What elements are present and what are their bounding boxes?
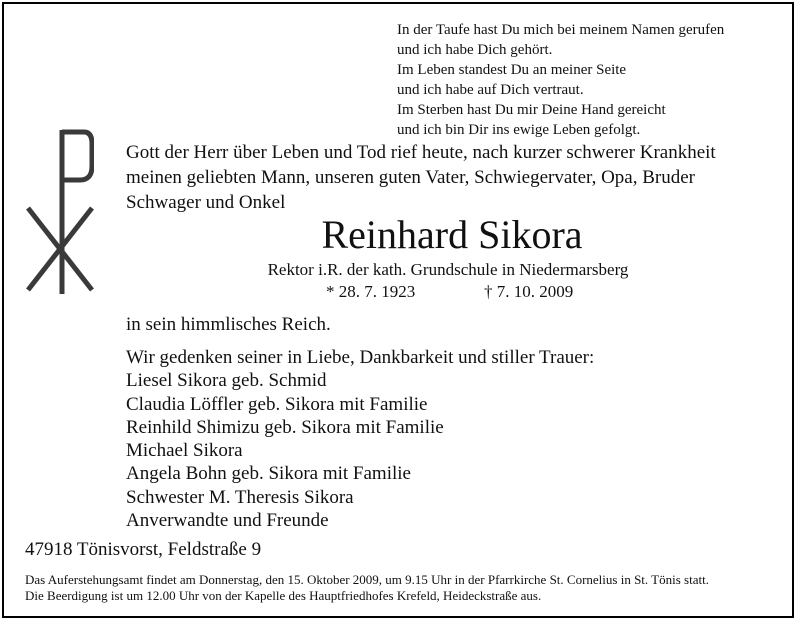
verse-line: Im Sterben hast Du mir Deine Hand gereicht (397, 102, 666, 118)
mourners-heading: Wir gedenken seiner in Liebe, Dankbarkeit und stiller Trauer: (126, 347, 595, 368)
funeral-details (25, 572, 709, 604)
bible-verse (397, 20, 724, 140)
death-date: † 7. 10. 2009 (484, 282, 574, 301)
intro-text (126, 140, 716, 215)
verse-line: In der Taufe hast Du mich bei meinem Namen gerufen (397, 22, 725, 38)
verse-line: und ich habe auf Dich vertraut. (397, 82, 584, 98)
mourner-name: Reinhild Shimizu geb. Sikora mit Familie (126, 416, 444, 438)
intro-line: Gott der Herr über Leben und Tod rief heute, nach kurzer schwerer Krankheit (126, 142, 716, 163)
verse-line: und ich habe Dich gehört. (397, 42, 553, 58)
mourner-name: Schwester M. Theresis Sikora (126, 486, 354, 508)
mourner-name: Claudia Löffler geb. Sikora mit Familie (126, 393, 428, 415)
funeral-line: Das Auferstehungsamt findet am Donnerstag, den 15. Oktober 2009, um 9.15 Uhr in der Pfarrkirche St. Cornelius in St. Tönis statt. (25, 572, 709, 587)
birth-date: * 28. 7. 1923 (326, 282, 416, 301)
verse-line: und ich bin Dir ins ewige Leben gefolgt. (397, 122, 641, 138)
mourners-list (126, 346, 594, 532)
deceased-name: Reinhard Sikora (321, 212, 583, 257)
mourner-name: Anverwandte und Freunde (126, 510, 329, 532)
funeral-line: Die Beerdigung ist um 12.00 Uhr von der Kapelle des Hauptfriedhofes Krefeld, Heideckstraße aus. (25, 588, 542, 603)
intro-line: meinen geliebten Mann, unseren guten Vater, Schwiegervater, Opa, Bruder (126, 167, 695, 188)
family-address: 47918 Tönisvorst, Feldstraße 9 (25, 539, 262, 560)
mourner-name: Angela Bohn geb. Sikora mit Familie (126, 463, 411, 485)
deceased-role: Rektor i.R. der kath. Grundschule in Niedermarsberg (267, 260, 629, 279)
reich-line: in sein himmlisches Reich. (126, 314, 331, 335)
verse-line: Im Leben standest Du an meiner Seite (397, 62, 627, 78)
mourner-name: Michael Sikora (126, 440, 243, 462)
mourner-name: Liesel Sikora geb. Schmid (126, 370, 327, 392)
intro-line: Schwager und Onkel (126, 192, 286, 213)
